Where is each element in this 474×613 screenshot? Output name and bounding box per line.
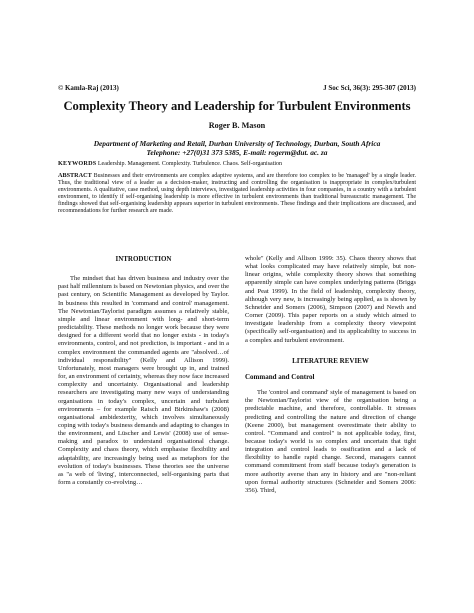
right-column: [245, 255, 416, 495]
running-header: [58, 84, 416, 92]
journal-citation: J Soc Sci, 36(3): 295-307 (2013): [323, 84, 416, 92]
copyright-notice: © Kamla-Raj (2013): [58, 84, 119, 92]
left-column: [58, 255, 229, 487]
abstract-text: Businesses and their environments are complex adaptive systems, and are therefore too complex to be 'managed' by a single leader. Thus, the traditional view of a leader as a decision-maker, instructing and controlling the organisation is inappropriate in complex/turbulent environments. A qualitative, case method, using depth interviews, investigated leadership activities in four companies, in a country with a turbulent environment, to identify if self-organising leadership is more effective in turbulent environments than traditional bureaucratic management. The findings showed that self-organising leadership appears superior in turbulent environments. These findings and their implications are discussed, and recommendations for further research are made.: [58, 173, 416, 215]
introduction-paragraph: The mindset that has driven business and industry over the past half millennium is based on Newtonian physics, and over the past century, on Scientific Management as developed by Taylor. In business this resulted in 'command and control' management. The Newtonian/Taylorist paradigm assumes a relatively stable, simple and linear environment with long- and short-term predictability. These methods no longer work because they were designed for a different world that no longer exists - in today's environments, control, and not prediction, is important - and in a complex environment the commanded agents are "absolved…of individual responsibility" (Kelly and Allison 1999). Unfortunately, most managers were brought up in, and trained for, an environment of certainty, whereas they now face increased complexity and uncertainty. Organisational and leadership researchers are investigating many new ways of understanding organisations in today's complex, uncertain and turbulent environments – for example Raisch and Birkinshaw's (2008) organisational ambidexterity, which involves simultaneously coping with today's business demands and adapting to changes in the environment, and Lüscher and Lewis' (2008) use of sense-making and paradox to understand organisational change. Complexity and chaos theory, which emphasise flexibility and adaptability, are increasingly being used as metaphors for the evolution of today's businesses. These theories see the universe as "a web of 'living', interconnected, self-organising parts that form a constantly co-evolving…: [58, 275, 229, 487]
affiliation-line: Department of Marketing and Retail, Durban University of Technology, Durban, South Africa: [93, 139, 381, 148]
keywords-text: Leadership. Management. Complexity. Turbulence. Chaos. Self-organisation: [97, 161, 283, 167]
author-name: Roger B. Mason: [208, 121, 266, 130]
keywords-label: KEYWORDS: [58, 160, 97, 167]
introduction-paragraph-continued: whole" (Kelly and Allison 1999: 35). Chaos theory shows that what looks complicated may have relatively simple, but non-linear origins, while complexity theory shows that something apparently simple can have complex underlying patterns (Briggs and Peat 1999). In the field of leadership, complexity theory, although very new, is increasingly being applied, as is shown by Schneider and Somers (2006), Simpson (2007) and Newth and Corner (2009). This paper reports on a study which aimed to investigate leadership from a complexity theory viewpoint (specifically self-organisation) and its applicability to success in a complex and turbulent environment.: [245, 255, 416, 344]
section-heading-literature-review: LITERATURE REVIEW: [292, 356, 369, 365]
keywords: [58, 160, 416, 167]
abstract: [58, 172, 416, 216]
abstract-label: ABSTRACT: [58, 172, 92, 179]
section-heading-introduction: INTRODUCTION: [115, 255, 172, 263]
subsection-heading-command-and-control: Command and Control: [245, 372, 315, 381]
paper-title: Complexity Theory and Leadership for Turbulent Environments: [63, 99, 411, 113]
contact-line: Telephone: +27(0)31 373 5385, E-mail: rogerm@dut. ac. za: [146, 148, 328, 157]
author-affiliation: [58, 139, 416, 157]
command-control-paragraph: The 'control and command' style of management is based on the Newtonian/Taylorist view of the organisation being a predictable machine, and therefore, controllable. It stresses predicting and controlling the nature and direction of change (Keene 2000), but management overestimate their ability to control. "Command and control" is not applicable today, first, because today's world is so complex and uncertain that tight integration and control leads to ossification and a lack of flexibility to handle rapid change. Second, managers cannot command commitment from staff because today's generation is more authority averse than any in history and are "non-reliant upon formal authority structures (Schneider and Somers 2006: 356). Third,: [245, 389, 416, 494]
